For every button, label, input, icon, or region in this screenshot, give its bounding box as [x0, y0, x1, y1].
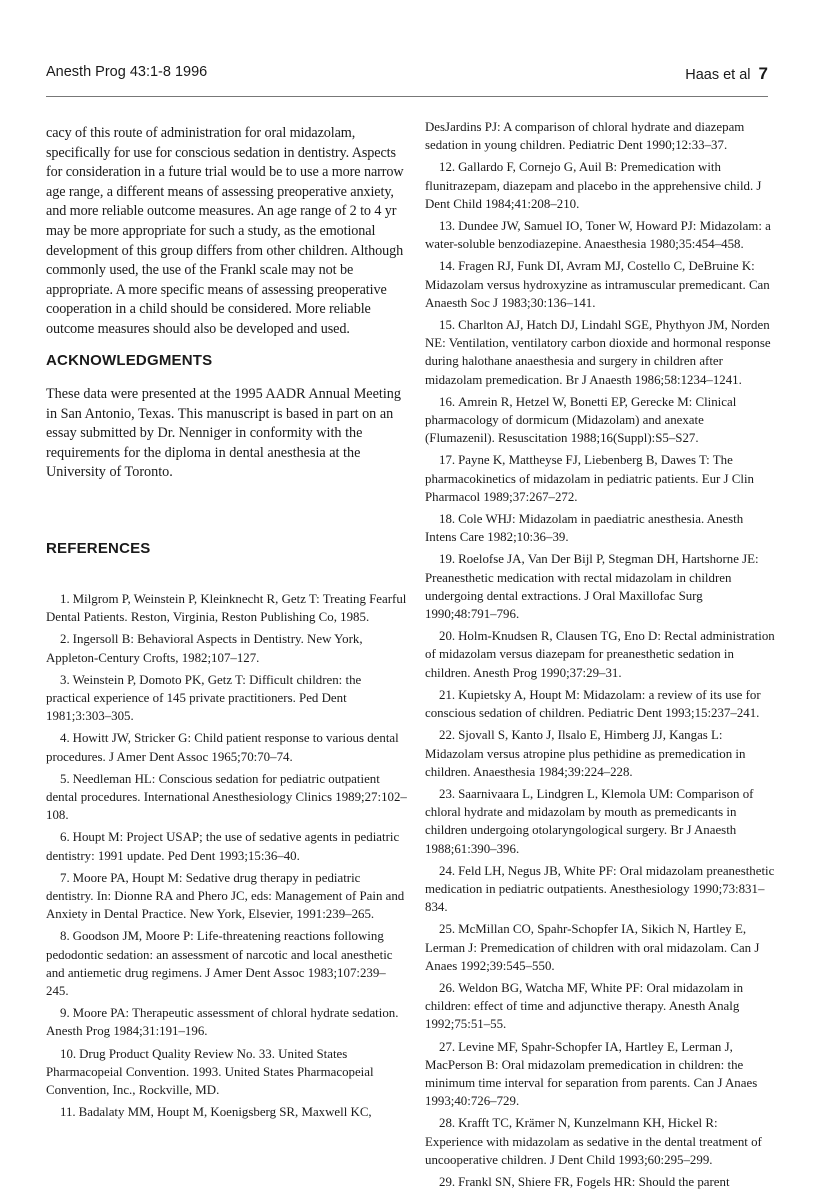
reference-item: 10. Drug Product Quality Review No. 33. United States Pharmacopeial Convention. 1993. United States Pharmacopeial Convention, Inc., Rockville, MD.	[46, 1046, 374, 1098]
reference-item: 26. Weldon BG, Watcha MF, White PF: Oral midazolam in children: effect of time and adjunctive therapy. Anesth Analg 1992;75:51–55.	[425, 980, 744, 1032]
reference-item: 20. Holm-Knudsen R, Clausen TG, Eno D: Rectal administration of midazolam versus diazepam for preanesthetic sedation in children. Anesth Prog 1990;37:29–31.	[425, 629, 775, 680]
reference-item: 3. Weinstein P, Domoto PK, Getz T: Difficult children: the practical experience of 145 private practitioners. Ped Dent 1981;3:303–305.	[46, 672, 362, 724]
journal-citation: Anesth Prog 43:1-8 1996	[46, 64, 208, 80]
reference-item: 14. Fragen RJ, Funk DI, Avram MJ, Costello C, DeBruine K: Midazolam versus hydroxyzine as intramuscular premedicant. Can Anaesth Soc J 1983;30:136–141.	[425, 259, 770, 310]
reference-item: 12. Gallardo F, Cornejo G, Auil B: Premedication with flunitrazepam, diazepam and placebo in the apprehensive child. J Dent Child 1984;41:208–210.	[425, 160, 762, 211]
running-header	[46, 64, 768, 86]
reference-item: 11. Badalaty MM, Houpt M, Koenigsberg SR, Maxwell KC,	[60, 1105, 372, 1120]
reference-item: 6. Houpt M: Project USAP; the use of sedative agents in pediatric dentistry: 1991 update. Ped Dent 1993;15:36–40.	[46, 830, 400, 863]
reference-list-right	[425, 118, 775, 1191]
reference-item: 16. Amrein R, Hetzel W, Bonetti EP, Gerecke M: Clinical pharmacology of dormicum (Midazolam) and anexate (Flumazenil). Resuscitation 1988;16(Suppl):S5–S27.	[425, 394, 737, 446]
header-authors: Haas et al	[685, 67, 751, 83]
reference-item: 1. Milgrom P, Weinstein P, Kleinknecht R, Getz T: Treating Fearful Dental Patients. Reston, Virginia, Reston Publishing Co, 1985.	[46, 592, 407, 625]
header-rule	[46, 96, 768, 97]
reference-item: 4. Howitt JW, Stricker G: Child patient response to various dental procedures. J Amer Dent Assoc 1965;70:70–74.	[46, 731, 399, 764]
reference-item: 27. Levine MF, Spahr-Schopfer IA, Hartley E, Lerman J, MacPerson B: Oral midazolam premedication in children: the minimum time interval for separation from parents. Can J Anaes 1993;40:726–729.	[425, 1039, 758, 1109]
reference-item: 25. McMillan CO, Spahr-Schopfer IA, Sikich N, Hartley E, Lerman J: Premedication of children with oral midazolam. Can J Anaes 1992;39:545–550.	[425, 922, 760, 973]
reference-item: 19. Roelofse JA, Van Der Bijl P, Stegman DH, Hartshorne JE: Preanesthetic medication with rectal midazolam in children undergoing dental extractions. J Oral Maxillofac Surg 1990;48:791–796.	[425, 552, 759, 622]
acknowledgments-text: These data were presented at the 1995 AADR Annual Meeting in San Antonio, Texas. This manuscript is based in part on an essay submitted by Dr. Nenniger in conformity with the requirements for the diploma in dental anesthesia at the University of Toronto.	[46, 386, 401, 481]
left-column	[46, 118, 408, 1120]
reference-item: 13. Dundee JW, Samuel IO, Toner W, Howard PJ: Midazolam: a water-soluble benzodiazepine. Anaesthesia 1980;35:454–458.	[425, 219, 771, 252]
reference-list-left	[46, 590, 408, 1125]
reference-item: 29. Frankl SN, Shiere FR, Fogels HR: Should the parent	[439, 1174, 730, 1189]
reference-item: 8. Goodson JM, Moore P: Life-threatening reactions following pedodontic sedation: an assessment of narcotic and local anesthetic and antiemetic drug regimens. J Amer Dent Assoc 1983;107:239–245.	[46, 929, 393, 999]
reference-item: 18. Cole WHJ: Midazolam in paediatric anesthesia. Anesth Intens Care 1982;10:36–39.	[425, 512, 744, 545]
reference-item: 23. Saarnivaara L, Lindgren L, Klemola UM: Comparison of chloral hydrate and midazolam by mouth as premedicants in children undergoing otolaryngological surgery. Br J Anaesth 1988;61:390–396.	[425, 786, 754, 856]
reference-item: 2. Ingersoll B: Behavioral Aspects in Dentistry. New York, Appleton-Century Crofts, 1982;107–127.	[46, 632, 363, 665]
reference-item: 7. Moore PA, Houpt M: Sedative drug therapy in pediatric dentistry. In: Dionne RA and Phero JC, eds: Management of Pain and Anxiety in Dental Practice. New York, Elsevier, 1991:239–265.	[46, 870, 405, 922]
reference-item: 28. Krafft TC, Krämer N, Kunzelmann KH, Hickel R: Experience with midazolam as sedative in the dental treatment of uncooperative children. J Dent Child 1993;60:295–299.	[425, 1116, 762, 1167]
right-column	[425, 118, 775, 1195]
page-number: 7	[758, 64, 768, 83]
reference-item: 21. Kupietsky A, Houpt M: Midazolam: a review of its use for conscious sedation of children. Pediatric Dent 1993;15:237–241.	[425, 687, 761, 721]
reference-item: 22. Sjovall S, Kanto J, Ilsalo E, Himberg JJ, Kangas L: Midazolam versus atropine plus pethidine as premedication in children. Anaesthesia 1984;39:224–228.	[425, 728, 746, 779]
references-heading: REFERENCES	[46, 540, 151, 557]
header-right	[685, 64, 768, 84]
body-paragraph: cacy of this route of administration for oral midazolam, specifically for use for conscious sedation in dentistry. Aspects for consideration in a future trial would be to use a more narrow age range, a different means of assessing preoperative anxiety, and more reliable outcome measures. An age range of 2 to 4 yr may be more appropriate for such a study, as the emotional development of this group differs from other children. Although commonly used, the use of the Frankl scale may not be appropriate. A more specific means of assessing preoperative cooperation in a child should be considered. More reliable outcome measures should also be developed and used.	[46, 125, 404, 337]
acknowledgments-heading: ACKNOWLEDGMENTS	[46, 352, 213, 369]
reference-continuation: DesJardins PJ: A comparison of chloral hydrate and diazepam sedation in young children. Pediatric Dent 1990;12:33–37.	[425, 120, 745, 153]
reference-item: 17. Payne K, Mattheyse FJ, Liebenberg B, Dawes T: The pharmacokinetics of midazolam in pediatric patients. Eur J Clin Pharmacol 1989;37:267–272.	[425, 453, 754, 504]
reference-item: 9. Moore PA: Therapeutic assessment of chloral hydrate sedation. Anesth Prog 1984;31:191–196.	[46, 1006, 399, 1039]
reference-item: 24. Feld LH, Negus JB, White PF: Oral midazolam preanesthetic medication in pediatric outpatients. Anesthesiology 1990;73:831–834.	[425, 863, 775, 915]
reference-item: 15. Charlton AJ, Hatch DJ, Lindahl SGE, Phythyon JM, Norden NE: Ventilation, ventilatory carbon dioxide and hormonal response during halothane anaesthesia and surgery in children after midazolam premedication. Br J Anaesth 1986;58:1234–1241.	[425, 318, 771, 387]
reference-item: 5. Needleman HL: Conscious sedation for pediatric outpatient dental procedures. International Anesthesiology Clinics 1989;27:102–108.	[46, 771, 407, 823]
